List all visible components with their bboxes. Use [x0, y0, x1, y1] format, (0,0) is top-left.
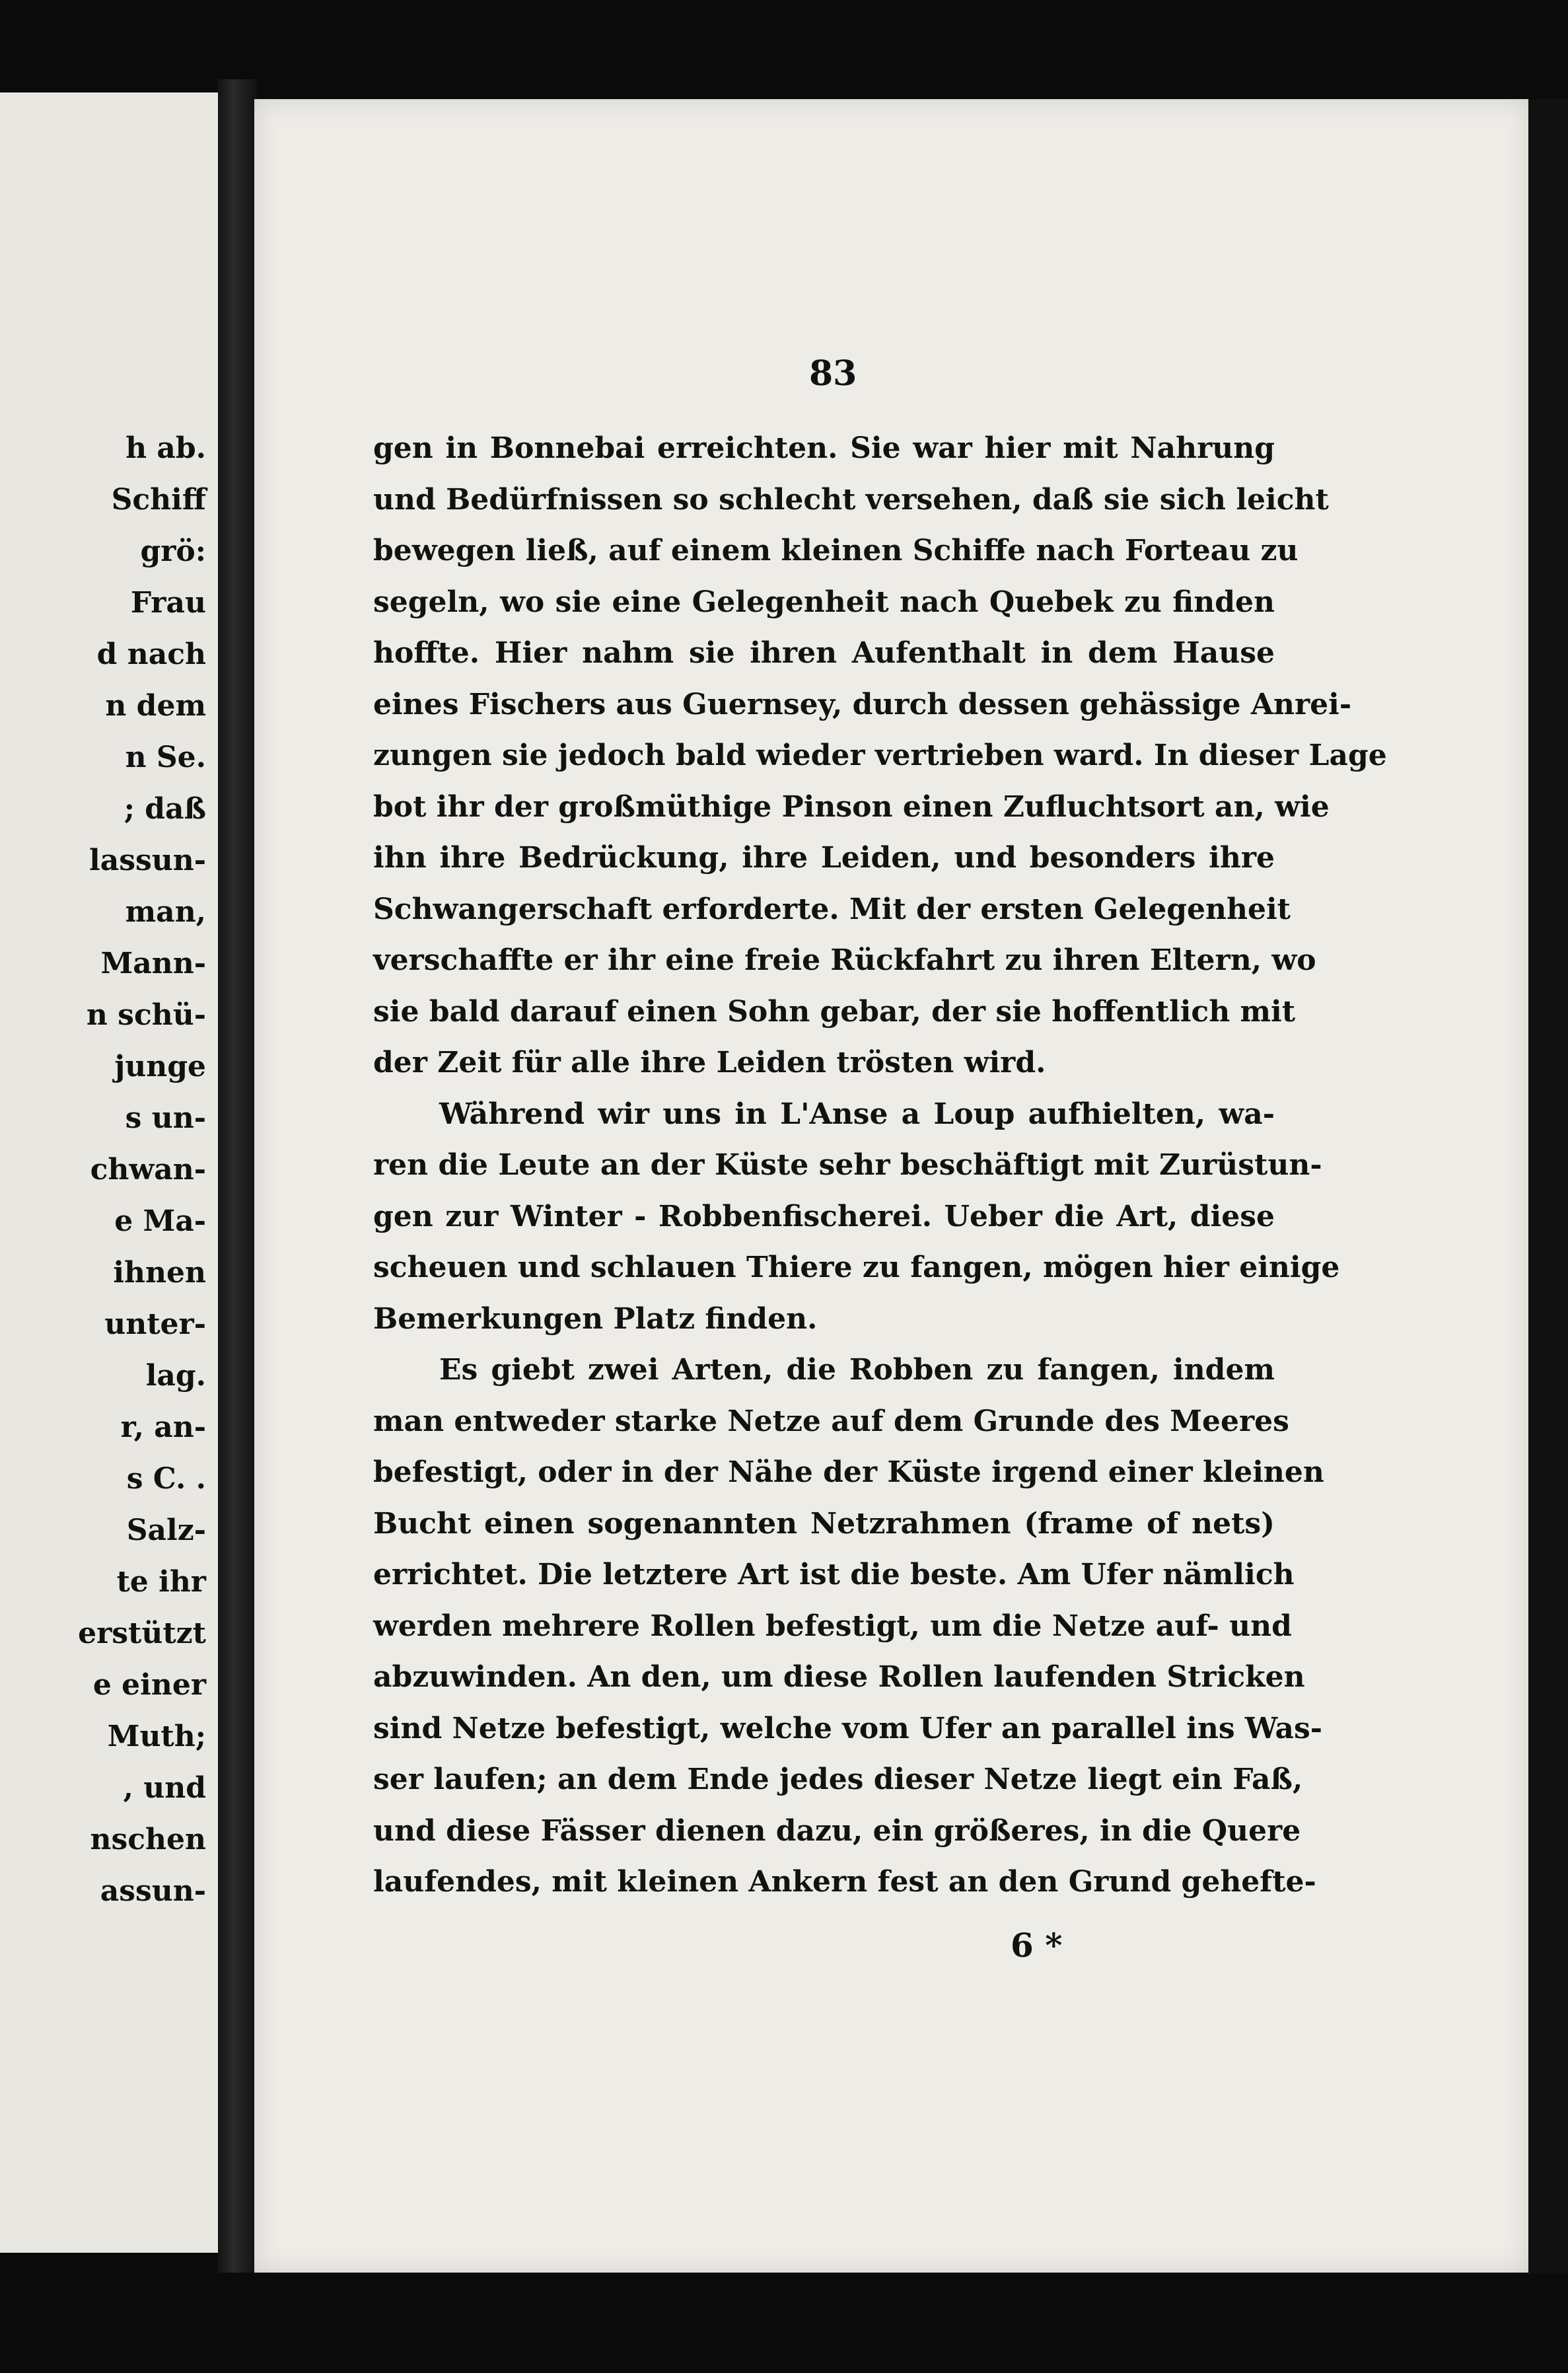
previous-page-line: chwan- — [90, 1153, 206, 1186]
previous-page-line: , und — [123, 1771, 206, 1805]
previous-page-line: lassun- — [89, 844, 206, 877]
previous-page-line: s un- — [125, 1101, 206, 1135]
previous-page-line: man, — [125, 895, 206, 929]
text-line: befestigt, oder in der Nähe der Küste irgend einer kleinen — [373, 1455, 1324, 1489]
previous-page-text — [0, 423, 218, 1917]
previous-page-line: Schiff — [111, 483, 206, 517]
previous-page-line: Salz- — [126, 1514, 206, 1547]
text-line: abzuwinden. An den, um diese Rollen laufenden Stricken — [373, 1660, 1305, 1694]
text-line: man entweder starke Netze auf dem Grunde des Meeres — [373, 1404, 1289, 1438]
text-line: ihn ihre Bedrückung, ihre Leiden, und besonders ihre — [373, 841, 1275, 875]
text-line: segeln, wo sie eine Gelegenheit nach Quebek zu finden — [373, 585, 1275, 619]
text-line: ren die Leute an der Küste sehr beschäftigt mit Zurüstun- — [373, 1148, 1322, 1182]
previous-page-line: Frau — [130, 586, 206, 620]
page-number: 83 — [809, 353, 857, 394]
text-line: Es giebt zwei Arten, die Robben zu fangen, indem — [439, 1353, 1275, 1387]
previous-page-line: e Ma- — [114, 1204, 206, 1238]
scan-background-bottom — [0, 2274, 1568, 2373]
text-line: werden mehrere Rollen befestigt, um die Netze auf- und — [373, 1609, 1292, 1643]
printer-signature-mark: 6 * — [1011, 1926, 1063, 1965]
text-line: gen in Bonnebai erreichten. Sie war hier mit Nahrung — [373, 431, 1275, 465]
text-line: und diese Fässer dienen dazu, ein größeres, in die Quere — [373, 1813, 1301, 1848]
text-line: gen zur Winter - Robbenfischerei. Ueber die Art, diese — [373, 1199, 1275, 1233]
previous-page-line: nschen — [90, 1823, 206, 1856]
previous-page-line: h ab. — [125, 431, 206, 465]
text-line: Schwangerschaft erforderte. Mit der ersten Gelegenheit — [373, 892, 1291, 926]
text-line: bewegen ließ, auf einem kleinen Schiffe nach Forteau zu — [373, 534, 1299, 567]
previous-page-line: n schü- — [86, 998, 206, 1032]
previous-page-line: erstützt — [78, 1617, 206, 1650]
page-edge-shadow — [1528, 99, 1568, 2279]
text-line: Während wir uns in L'Anse a Loup aufhielten, wa- — [439, 1097, 1275, 1131]
previous-page-fragment — [0, 92, 234, 2253]
text-line: eines Fischers aus Guernsey, durch dessen gehässige Anrei- — [373, 687, 1352, 721]
previous-page-line: e einer — [92, 1668, 206, 1702]
book-spine-shadow — [218, 79, 258, 2273]
text-line: der Zeit für alle ihre Leiden trösten wird. — [373, 1046, 1046, 1079]
previous-page-line: d nach — [96, 638, 206, 671]
text-line: ser laufen; an dem Ende jedes dieser Netze liegt ein Faß, — [373, 1763, 1303, 1796]
previous-page-line: junge — [114, 1050, 206, 1083]
text-line: sie bald darauf einen Sohn gebar, der sie hoffentlich mit — [373, 994, 1296, 1029]
previous-page-line: assun- — [100, 1874, 206, 1908]
previous-page-line: s C. . — [126, 1462, 206, 1496]
previous-page-line: n dem — [105, 689, 206, 723]
text-line: hoffte. Hier nahm sie ihren Aufenthalt in dem Hause — [373, 636, 1275, 670]
text-line: laufendes, mit kleinen Ankern fest an den Grund gehefte- — [373, 1865, 1316, 1899]
previous-page-line: n Se. — [125, 741, 206, 774]
previous-page-line: unter- — [104, 1307, 206, 1341]
text-line: zungen sie jedoch bald wieder vertrieben ward. In dieser Lage — [373, 739, 1387, 772]
text-line: Bucht einen sogenannten Netzrahmen (frame of nets) — [373, 1506, 1275, 1541]
text-line: Bemerkungen Platz finden. — [373, 1301, 818, 1336]
previous-page-line: ; daß — [124, 792, 206, 826]
previous-page-line: Mann- — [100, 947, 206, 980]
previous-page-line: ihnen — [113, 1256, 206, 1290]
page-body-text — [373, 423, 1387, 1908]
previous-page-line: Muth; — [107, 1720, 206, 1753]
text-line: scheuen und schlauen Thiere zu fangen, mögen hier einige — [373, 1251, 1340, 1284]
text-line: verschaffte er ihr eine freie Rückfahrt zu ihren Eltern, wo — [373, 943, 1316, 977]
text-line: sind Netze befestigt, welche vom Ufer an parallel ins Was- — [373, 1711, 1323, 1745]
previous-page-line: te ihr — [116, 1565, 206, 1599]
text-line: bot ihr der großmüthige Pinson einen Zufluchtsort an, wie — [373, 789, 1330, 824]
text-line: und Bedürfnissen so schlecht versehen, daß sie sich leicht — [373, 482, 1329, 517]
text-line: errichtet. Die letztere Art ist die beste. Am Ufer nämlich — [373, 1558, 1295, 1591]
previous-page-line: lag. — [145, 1359, 206, 1393]
previous-page-line: grö: — [140, 534, 206, 568]
previous-page-line: r, an- — [120, 1410, 206, 1444]
